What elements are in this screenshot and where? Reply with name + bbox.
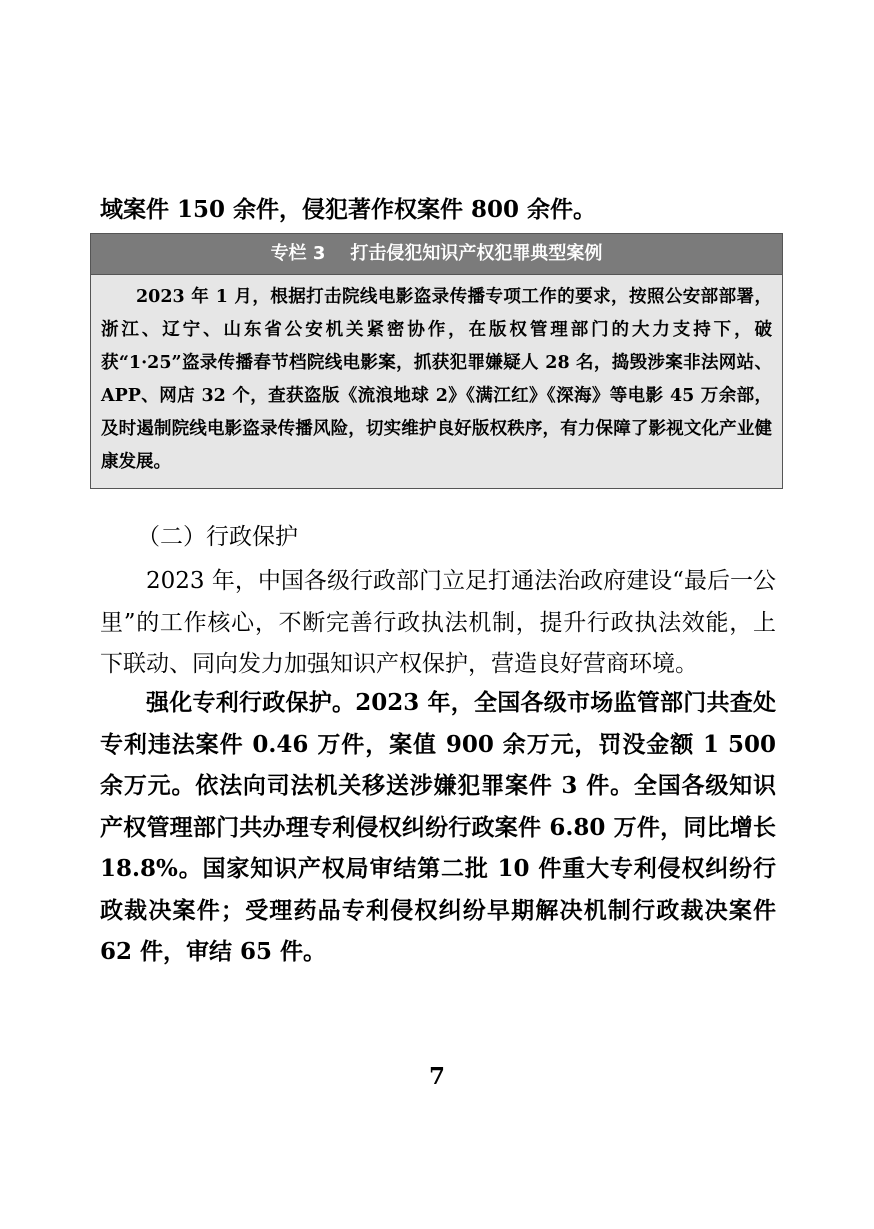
page-number: 7 bbox=[428, 1063, 445, 1090]
section-heading: （二）行政保护 bbox=[137, 524, 298, 550]
body-paragraph-1: 2023 年，中国各级行政部门立足打通法治政府建设“最后一公里”的工作核心，不断完善行政执法机制，提升行政执法效能，上下联动、同向发力加强知识产权保护，营造良好营商环境。 bbox=[100, 568, 776, 677]
case-study-box bbox=[90, 233, 783, 489]
carryover-paragraph: 域案件 150 余件，侵犯著作权案件 800 余件。 bbox=[100, 196, 597, 223]
body-paragraph-2: 强化专利行政保护。2023 年，全国各级市场监管部门共查处专利违法案件 0.46 万件，案值 900 余万元，罚没金额 1 500 余万元。依法向司法机关移送涉嫌犯罪案件 3 件。全国各级知识产权管理部门共办理专利侵权纠纷行政案件 6.80 万件，同比增长 18.8%。国家知识产权局审结第二批 10 件重大专利侵权纠纷行政裁决案件；受理药品专利侵权纠纷早期解决机制行政裁决案件 62 件，审结 65 件。 bbox=[100, 689, 776, 965]
case-study-body: 2023 年 1 月，根据打击院线电影盗录传播专项工作的要求，按照公安部部署，浙江、辽宁、山东省公安机关紧密协作，在版权管理部门的大力支持下，破获“1·25”盗录传播春节档院线电影案，抓获犯罪嫌疑人 28 名，捣毁涉案非法网站、APP、网店 32 个，查获盗版《流浪地球 2》《满江红》《深海》等电影 45 万余部，及时遏制院线电影盗录传播风险，切实维护良好版权秩序，有力保障了影视文化产业健康发展。 bbox=[101, 287, 772, 472]
case-study-title: 专栏 3 打击侵犯知识产权犯罪典型案例 bbox=[91, 234, 782, 275]
